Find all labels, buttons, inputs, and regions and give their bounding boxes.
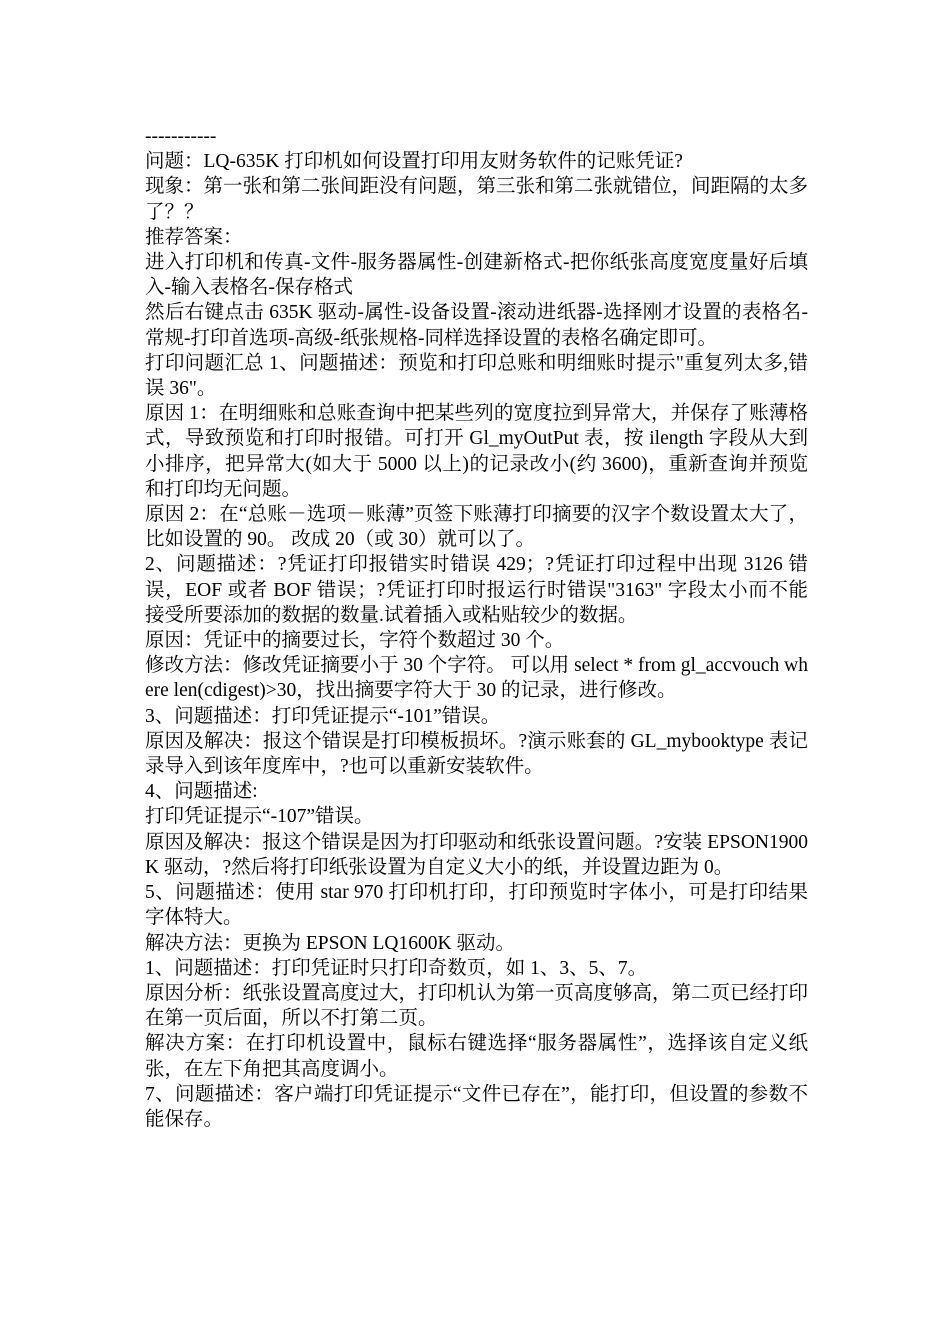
issue-2-cause: 原因：凭证中的摘要过长，字符个数超过 30 个。 (145, 630, 565, 652)
issue-2-fix: 修改方法：修改凭证摘要小于 30 个字符。 可以用 select * from gl_accvouch where len(cdigest)>30，找出摘要字符大于 30 的记录，进行修改。 (145, 655, 808, 702)
symptom-paragraph: 现象：第一张和第二张间距没有问题，第三张和第二张就错位，间距隔的太多了？？ (145, 176, 809, 223)
issue-1-cause-1: 原因 1：在明细账和总账查询中把某些列的宽度拉到异常大，并保存了账薄格式，导致预览和打印时报错。可打开 Gl_myOutPut 表，按 ilength 字段从大到小排序，把异常大(如大于 5000 以上)的记录改小(约 3600)，重新查询并预览和打印均无问题。 (145, 403, 808, 500)
separator-line: ----------- (145, 126, 217, 147)
issue-odd-pages-solution: 解决方案：在打印机设置中，鼠标右键选择“服务器属性”，选择该自定义纸张，在左下角把其高度调小。 (145, 1033, 808, 1080)
issue-5-description: 5、问题描述：使用 star 970 打印机打印，打印预览时字体小，可是打印结果字体特大。 (145, 882, 808, 929)
issue-2-description: 2、问题描述：?凭证打印报错实时错误 429；?凭证打印过程中出现 3126 错误，EOF 或者 BOF 错误；?凭证打印时报运行时错误"3163" 字段太小而不能接受所要添加的数据的数量.试着插入或粘贴较少的数据。 (145, 554, 808, 626)
issue-3-description: 3、问题描述：打印凭证提示“-101”错误。 (145, 705, 501, 727)
issue-5-solution: 解决方法：更换为 EPSON LQ1600K 驱动。 (145, 932, 515, 954)
question-title: 问题：LQ-635K 打印机如何设置打印用友财务软件的记账凭证? (145, 151, 683, 173)
issue-3-solution: 原因及解决：报这个错误是打印模板损坏。?演示账套的 GL_mybooktype 表记录导入到该年度库中，?也可以重新安装软件。 (145, 730, 808, 778)
answer-heading: 推荐答案： (145, 226, 243, 248)
issue-odd-pages-analysis: 原因分析：纸张设置高度过大，打印机认为第一页高度够高，第二页已经打印在第一页后面，所以不打第二页。 (145, 982, 809, 1030)
issue-4-solution: 原因及解决：报这个错误是因为打印驱动和纸张设置问题。?安装 EPSON1900K 驱动，?然后将打印纸张设置为自定义大小的纸，并设置边距为 0。 (145, 831, 808, 878)
issue-7-description: 7、问题描述：客户端打印凭证提示“文件已存在”，能打印，但设置的参数不能保存。 (145, 1083, 808, 1130)
issue-4-description: 打印凭证提示“-107”错误。 (145, 806, 374, 828)
issue-1-cause-2: 原因 2：在“总账－选项－账薄”页签下账薄打印摘要的汉字个数设置太大了，比如设置的 90。 改成 20（或 30）就可以了。 (145, 504, 808, 551)
issue-odd-pages-description: 1、问题描述：打印凭证时只打印奇数页，如 1、3、5、7。 (145, 957, 648, 979)
document-page (145, 124, 808, 1132)
issue-4-heading: 4、问题描述: (145, 781, 258, 803)
summary-issue-1: 打印问题汇总 1、问题描述：预览和打印总账和明细账时提示"重复列太多,错误 36"。 (145, 352, 808, 400)
answer-step-2: 然后右键点击 635K 驱动-属性-设备设置-滚动进纸器-选择刚才设置的表格名-常规-打印首选项-高级-纸张规格-同样选择设置的表格名确定即可。 (145, 302, 808, 349)
answer-step-1: 进入打印机和传真-文件-服务器属性-创建新格式-把你纸张高度宽度量好后填入-输入表格名-保存格式 (145, 252, 808, 299)
